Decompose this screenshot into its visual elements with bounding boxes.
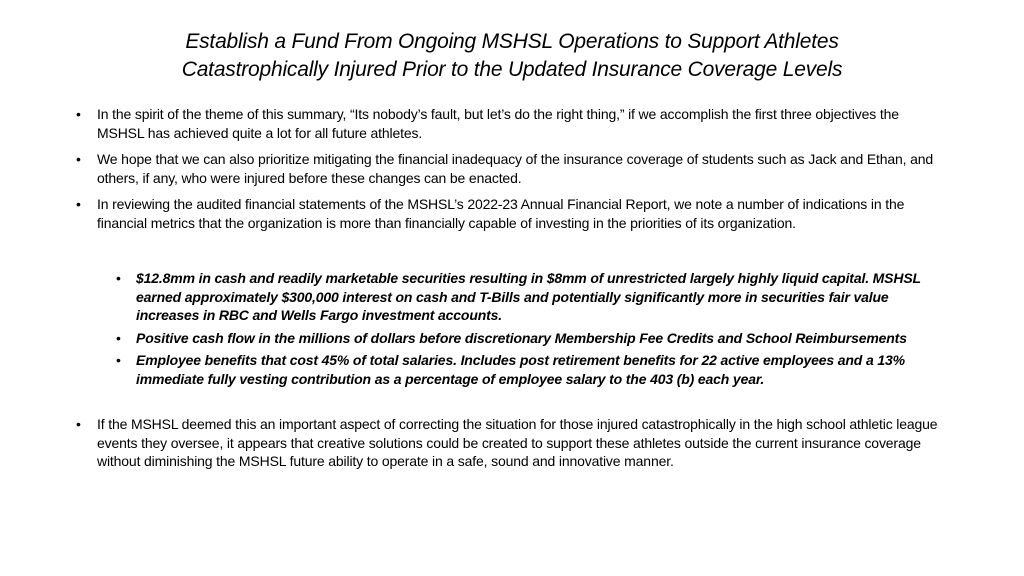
bullet-item: • If the MSHSL deemed this an important aspect of correcting the situation for those injured catastrophically in the high school athletic league events they oversee, it appears that creative solutions could be created to support these athletes outside the current insurance coverage without diminishing the MSHSL future ability to operate in a safe, sound and innovative manner. [76,415,948,471]
slide-title-line-2: Catastrophically Injured Prior to the Updated Insurance Coverage Levels [181,58,843,81]
bullet-list [76,105,948,232]
slide-title [60,28,964,84]
spacer [76,392,948,415]
sub-bullet-item: • Employee benefits that cost 45% of total salaries. Includes post retirement benefits for 22 active employees and a 13% immediate fully vesting contribution as a percentage of employee salary to the 403 (b) each year. [76,351,948,388]
sub-bullet-list [76,269,948,388]
slide-title-line-1: Establish a Fund From Ongoing MSHSL Operations to Support Athletes [185,30,839,53]
bullet-item: • We hope that we can also prioritize mitigating the financial inadequacy of the insurance coverage of students such as Jack and Ethan, and others, if any, who were injured before these changes can be enacted. [76,150,948,187]
spacer [76,240,948,269]
slide-body [76,105,948,479]
bullet-list-final [76,415,948,471]
sub-bullet-item: • Positive cash flow in the millions of dollars before discretionary Membership Fee Credits and School Reimbursements [76,329,948,348]
bullet-item: • In the spirit of the theme of this summary, “Its nobody’s fault, but let’s do the right thing,” if we accomplish the first three objectives the MSHSL has achieved quite a lot for all future athletes. [76,105,948,142]
sub-bullet-item: • $12.8mm in cash and readily marketable securities resulting in $8mm of unrestricted largely highly liquid capital. MSHSL earned approximately $300,000 interest on cash and T-Bills and potentially significantly more in securities fair value increases in RBC and Wells Fargo investment accounts. [76,269,948,325]
bullet-item: • In reviewing the audited financial statements of the MSHSL’s 2022-23 Annual Financial Report, we note a number of indications in the financial metrics that the organization is more than financially capable of investing in the priorities of its organization. [76,195,948,232]
